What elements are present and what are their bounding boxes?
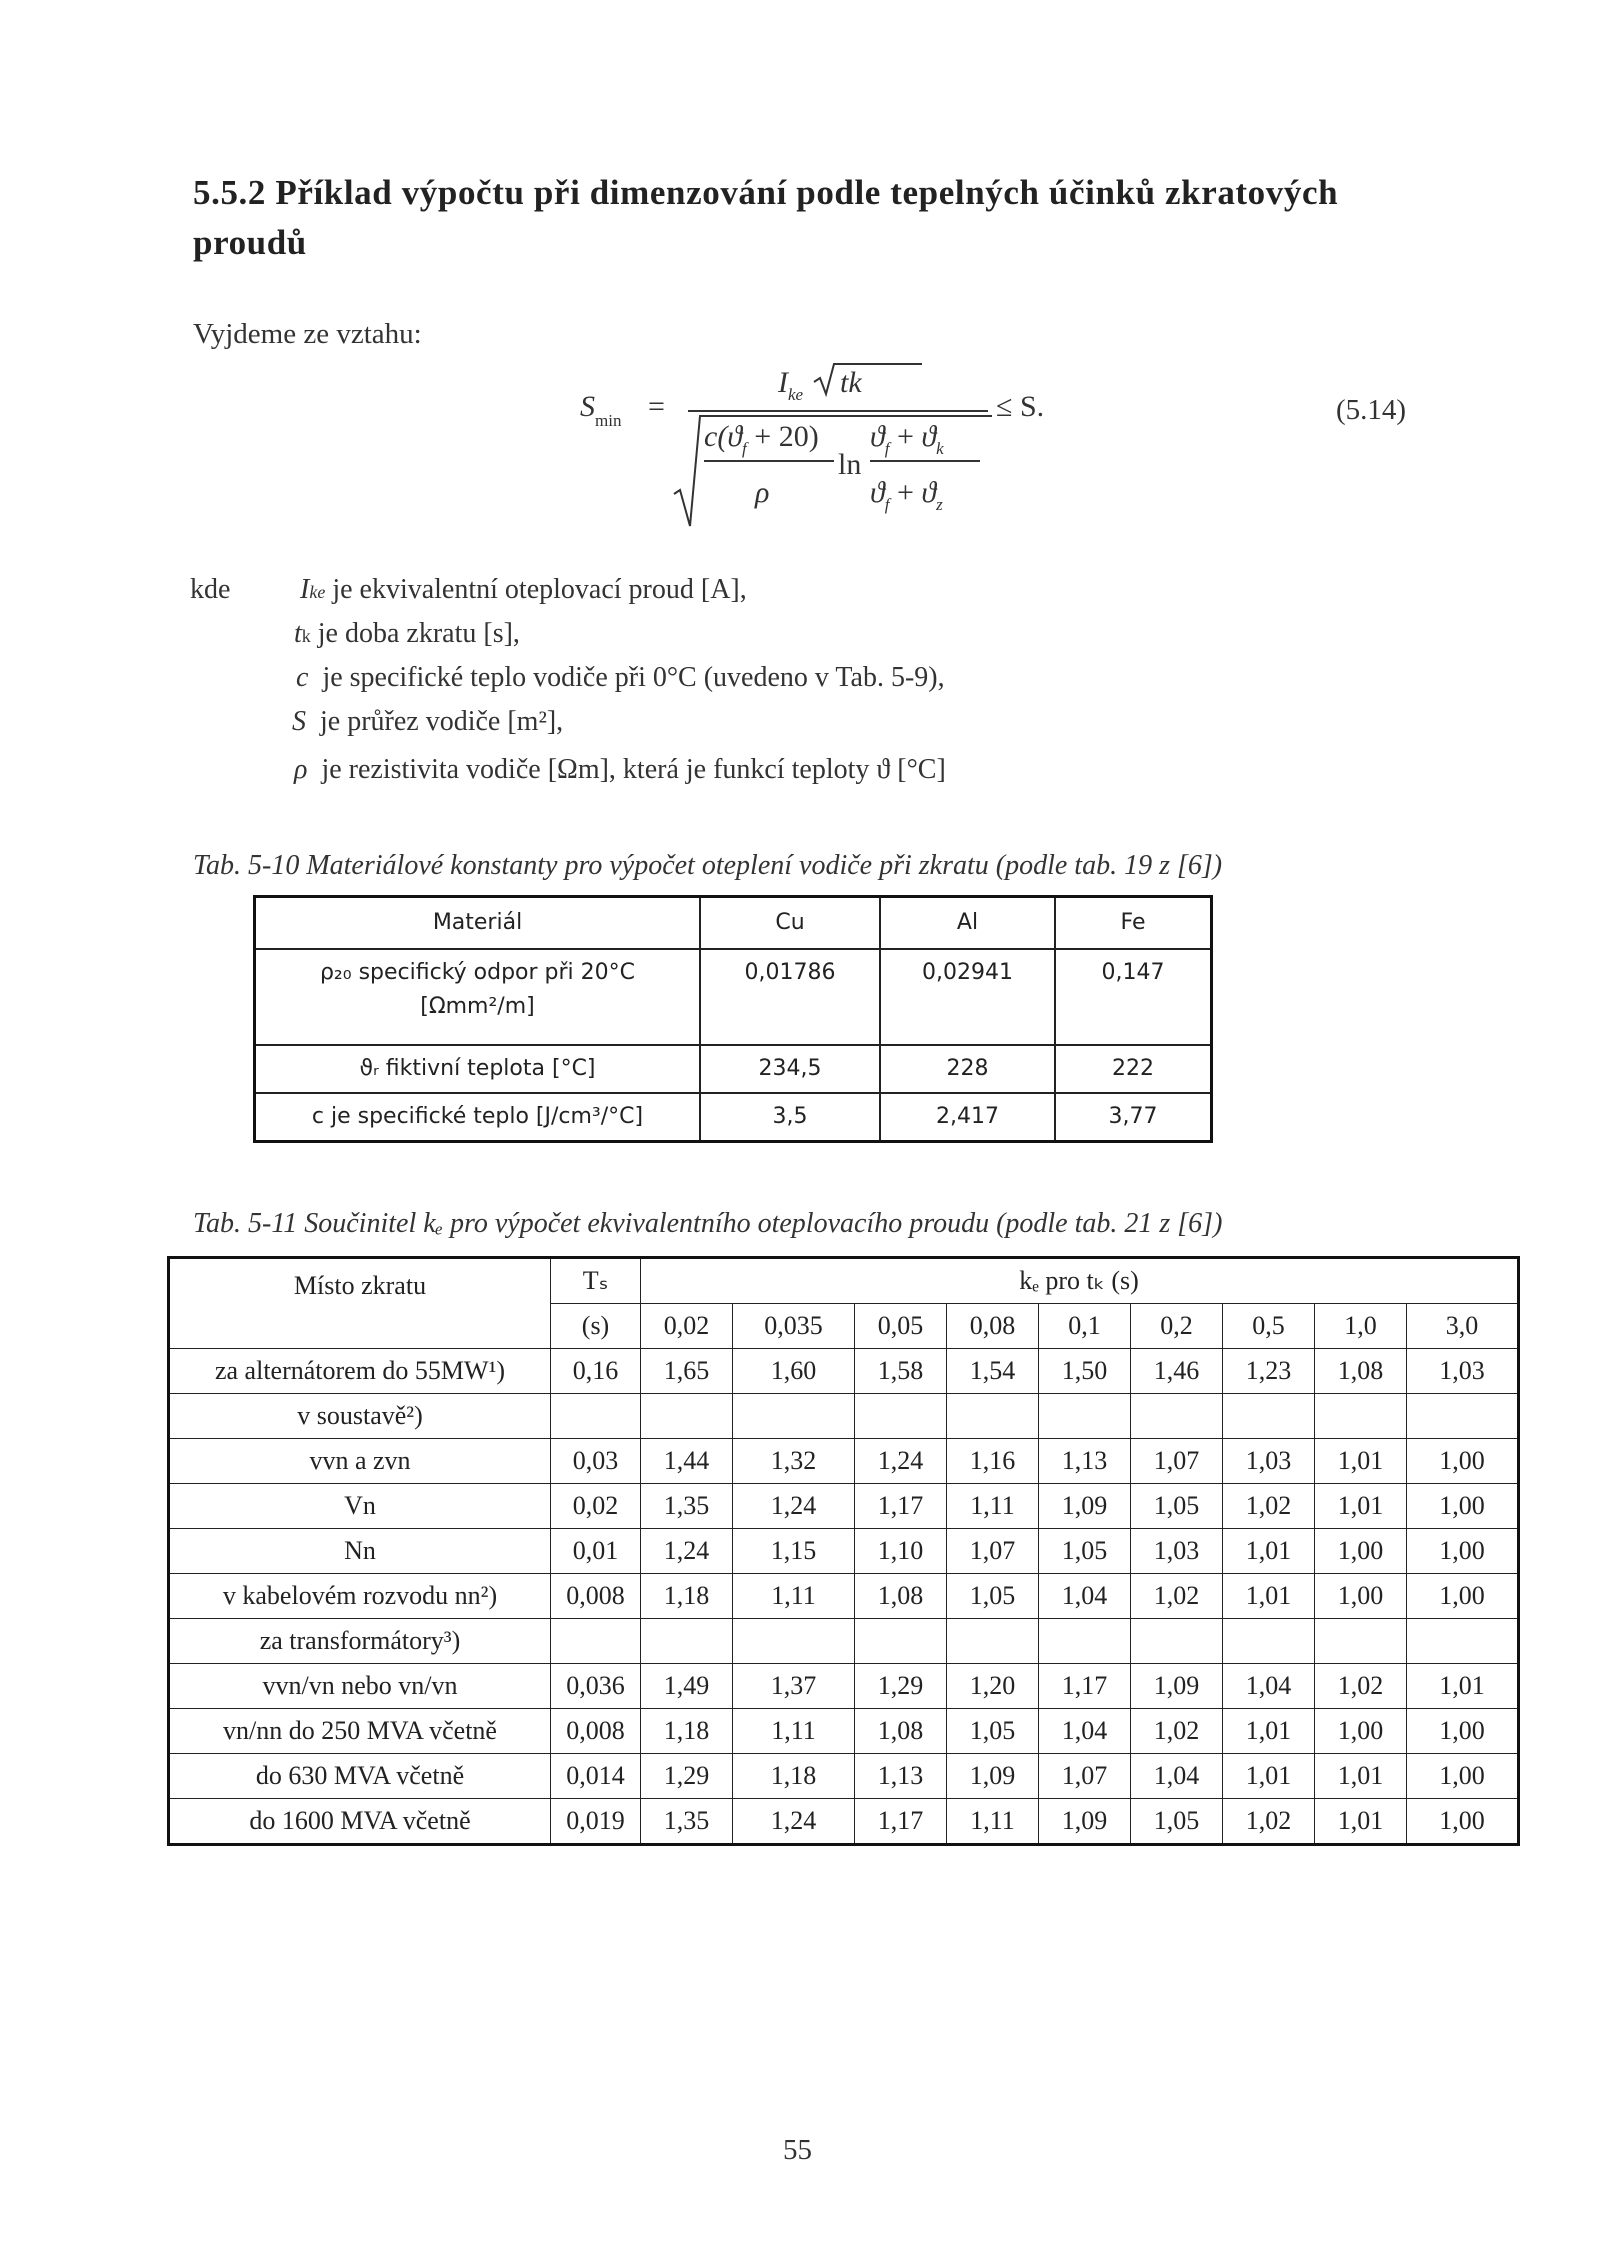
table-cell	[1407, 1394, 1519, 1439]
table-cell: 1,07	[1039, 1754, 1131, 1799]
table-cell: 3,5	[700, 1093, 880, 1142]
row-place: do 1600 MVA včetně	[169, 1799, 551, 1845]
table-cell: 1,37	[733, 1664, 855, 1709]
table-cell: 1,08	[855, 1574, 947, 1619]
equation-number: (5.14)	[1336, 394, 1407, 426]
header-tk-value: 1,0	[1315, 1304, 1407, 1349]
table-cell: 1,11	[947, 1484, 1039, 1529]
table-cell: 1,24	[855, 1439, 947, 1484]
formula-numerator-tk: tk	[840, 366, 862, 399]
formula-c-term: $c(ϑ_f + 20)$	[704, 420, 819, 458]
table-5-10-caption: Tab. 5-10 Materiálové konstanty pro výpočet oteplení vodiče při zkratu (podle tab. 19 z [6])	[193, 850, 1223, 881]
table-cell: 1,11	[733, 1574, 855, 1619]
formula-lhs: $S_{min}$	[580, 390, 622, 430]
row-ts: 0,008	[551, 1574, 641, 1619]
row-ts: 0,019	[551, 1799, 641, 1845]
table-cell: 1,01	[1223, 1529, 1315, 1574]
table-cell: 1,07	[947, 1529, 1039, 1574]
table-cell: 1,02	[1315, 1664, 1407, 1709]
table-cell: 1,00	[1407, 1799, 1519, 1845]
table-cell: 1,24	[733, 1799, 855, 1845]
table-cell: 1,01	[1315, 1439, 1407, 1484]
table-cell: 3,77	[1055, 1093, 1212, 1142]
header-tk-value: 0,02	[641, 1304, 733, 1349]
table-cell: 1,09	[947, 1754, 1039, 1799]
header-tk-value: 0,05	[855, 1304, 947, 1349]
table-cell: 1,50	[1039, 1349, 1131, 1394]
table-cell	[855, 1619, 947, 1664]
row-place: v soustavě²)	[169, 1394, 551, 1439]
table-cell: 1,58	[855, 1349, 947, 1394]
table-cell	[733, 1394, 855, 1439]
row-place: za alternátorem do 55MW¹)	[169, 1349, 551, 1394]
table-cell	[641, 1619, 733, 1664]
table-cell: 1,54	[947, 1349, 1039, 1394]
table-row	[255, 1093, 1212, 1142]
table-cell	[947, 1394, 1039, 1439]
table-cell: 1,29	[641, 1754, 733, 1799]
table-cell	[733, 1619, 855, 1664]
table-cell: 1,13	[855, 1754, 947, 1799]
table-row	[169, 1439, 1519, 1484]
header-tk-value: 0,2	[1131, 1304, 1223, 1349]
table-cell: 228	[880, 1045, 1055, 1093]
table-cell: 1,44	[641, 1439, 733, 1484]
table-cell: 1,00	[1315, 1574, 1407, 1619]
table-cell: 2,417	[880, 1093, 1055, 1142]
header-fe: Fe	[1055, 897, 1212, 950]
table-cell: 1,00	[1315, 1529, 1407, 1574]
formula-ln-denominator: $ϑ_f + ϑ_z$	[870, 476, 943, 514]
table-cell: 1,24	[641, 1529, 733, 1574]
table-cell: 1,00	[1407, 1754, 1519, 1799]
formula-ln: ln	[838, 448, 862, 481]
table-row	[169, 1664, 1519, 1709]
table-cell: 1,16	[947, 1439, 1039, 1484]
sqrt-icon	[812, 360, 932, 400]
table-cell	[1131, 1619, 1223, 1664]
inner-fraction-bar-2	[870, 460, 980, 462]
row-ts	[551, 1619, 641, 1664]
table-cell: 1,65	[641, 1349, 733, 1394]
table-cell: 1,01	[1223, 1709, 1315, 1754]
table-cell: 1,10	[855, 1529, 947, 1574]
table-cell: 1,04	[1223, 1664, 1315, 1709]
header-tk-value: 3,0	[1407, 1304, 1519, 1349]
table-cell	[855, 1394, 947, 1439]
table-header-row	[169, 1258, 1519, 1304]
row-ts: 0,03	[551, 1439, 641, 1484]
table-cell: 1,29	[855, 1664, 947, 1709]
row-place: v kabelovém rozvodu nn²)	[169, 1574, 551, 1619]
table-cell: 1,17	[1039, 1664, 1131, 1709]
table-cell: 1,00	[1407, 1484, 1519, 1529]
definition-Ike: Ike je ekvivalentní oteplovací proud [A],	[300, 574, 747, 605]
table-row	[255, 949, 1212, 1045]
table-cell: 1,03	[1223, 1439, 1315, 1484]
table-row	[169, 1484, 1519, 1529]
table-cell: 1,35	[641, 1484, 733, 1529]
table-cell: 1,32	[733, 1439, 855, 1484]
table-row	[169, 1349, 1519, 1394]
row-label: ρ₂₀ specifický odpor při 20°C [Ωmm²/m]	[255, 949, 701, 1045]
table-cell	[1407, 1619, 1519, 1664]
row-ts: 0,008	[551, 1709, 641, 1754]
table-cell: 1,20	[947, 1664, 1039, 1709]
material-constants-table	[253, 895, 1213, 1143]
table-cell	[1315, 1619, 1407, 1664]
formula-numerator-I: $I_{ke}$	[778, 366, 804, 404]
table-cell: 1,18	[641, 1709, 733, 1754]
header-place: Místo zkratu	[169, 1258, 551, 1349]
table-cell: 1,24	[733, 1484, 855, 1529]
definition-c: c je specifické teplo vodiče při 0°C (uvedeno v Tab. 5-9),	[296, 662, 945, 693]
table-cell: 0,01786	[700, 949, 880, 1045]
table-row	[255, 1045, 1212, 1093]
table-cell: 1,00	[1315, 1709, 1407, 1754]
table-cell: 1,00	[1407, 1439, 1519, 1484]
table-cell: 1,35	[641, 1799, 733, 1845]
row-place: do 630 MVA včetně	[169, 1754, 551, 1799]
table-cell: 1,13	[1039, 1439, 1131, 1484]
row-ts: 0,02	[551, 1484, 641, 1529]
table-row	[169, 1574, 1519, 1619]
table-cell	[1039, 1619, 1131, 1664]
row-place: vvn a zvn	[169, 1439, 551, 1484]
row-ts: 0,014	[551, 1754, 641, 1799]
header-ts: Tₛ	[551, 1258, 641, 1304]
section-heading: 5.5.2 Příklad výpočtu při dimenzování podle tepelných účinků zkratových proudů	[193, 173, 1339, 262]
header-material: Materiál	[255, 897, 701, 950]
table-row	[169, 1394, 1519, 1439]
table-cell: 1,02	[1131, 1709, 1223, 1754]
table-cell	[641, 1394, 733, 1439]
formula-5-14	[570, 368, 1070, 528]
table-cell: 1,01	[1223, 1754, 1315, 1799]
kde-label: kde	[190, 574, 231, 605]
formula-ln-numerator: $ϑ_f + ϑ_k$	[870, 420, 944, 458]
table-cell: 1,04	[1039, 1709, 1131, 1754]
header-al: Al	[880, 897, 1055, 950]
row-place: vvn/vn nebo vn/vn	[169, 1664, 551, 1709]
table-cell	[1315, 1394, 1407, 1439]
row-place: Nn	[169, 1529, 551, 1574]
row-label: c je specifické teplo [J/cm³/°C]	[255, 1093, 701, 1142]
ke-coefficient-table	[167, 1256, 1520, 1846]
table-cell: 1,05	[947, 1709, 1039, 1754]
table-row	[169, 1754, 1519, 1799]
row-place: vn/nn do 250 MVA včetně	[169, 1709, 551, 1754]
row-ts: 0,01	[551, 1529, 641, 1574]
table-cell: 1,01	[1223, 1574, 1315, 1619]
page-number: 55	[783, 2134, 812, 2166]
table-cell: 1,15	[733, 1529, 855, 1574]
intro-text: Vyjdeme ze vztahu:	[193, 318, 422, 350]
table-cell: 1,09	[1131, 1664, 1223, 1709]
table-cell	[947, 1619, 1039, 1664]
table-cell: 1,02	[1223, 1484, 1315, 1529]
inner-fraction-bar-1	[704, 460, 834, 462]
table-cell: 1,02	[1223, 1799, 1315, 1845]
table-cell: 1,60	[733, 1349, 855, 1394]
table-cell: 234,5	[700, 1045, 880, 1093]
table-cell: 1,00	[1407, 1574, 1519, 1619]
table-header-row	[255, 897, 1212, 950]
fraction-bar	[688, 410, 988, 412]
table-cell: 1,46	[1131, 1349, 1223, 1394]
definition-tk: tk je doba zkratu [s],	[294, 618, 520, 649]
table-cell: 1,17	[855, 1484, 947, 1529]
table-cell: 0,147	[1055, 949, 1212, 1045]
header-tk-value: 0,1	[1039, 1304, 1131, 1349]
formula-rho: ρ	[755, 476, 770, 509]
table-row	[169, 1799, 1519, 1845]
table-cell: 1,04	[1039, 1574, 1131, 1619]
row-label: ϑᵣ fiktivní teplota [°C]	[255, 1045, 701, 1093]
definition-rho: ρ je rezistivita vodiče [Ωm], která je funkcí teploty ϑ [°C]	[294, 754, 946, 785]
table-5-11-caption: Tab. 5-11 Součinitel kₑ pro výpočet ekvivalentního oteplovacího proudu (podle tab. 21 z [6])	[193, 1208, 1223, 1239]
table-cell: 1,05	[1131, 1799, 1223, 1845]
table-cell: 1,17	[855, 1799, 947, 1845]
table-cell: 1,08	[855, 1709, 947, 1754]
table-cell	[1223, 1394, 1315, 1439]
table-cell: 1,08	[1315, 1349, 1407, 1394]
table-cell: 1,09	[1039, 1484, 1131, 1529]
table-cell: 1,49	[641, 1664, 733, 1709]
row-place: Vn	[169, 1484, 551, 1529]
table-cell	[1039, 1394, 1131, 1439]
table-row	[169, 1619, 1519, 1664]
definition-S: S je průřez vodiče [m²],	[292, 706, 564, 737]
table-cell	[1131, 1394, 1223, 1439]
table-cell: 1,01	[1315, 1754, 1407, 1799]
table-cell: 222	[1055, 1045, 1212, 1093]
header-tk-value: 0,5	[1223, 1304, 1315, 1349]
table-cell: 1,03	[1131, 1529, 1223, 1574]
table-cell: 1,05	[1131, 1484, 1223, 1529]
table-cell: 1,01	[1315, 1484, 1407, 1529]
table-cell: 1,07	[1131, 1439, 1223, 1484]
table-cell: 1,00	[1407, 1529, 1519, 1574]
table-cell: 1,11	[733, 1709, 855, 1754]
table-cell: 1,02	[1131, 1574, 1223, 1619]
table-cell: 0,02941	[880, 949, 1055, 1045]
row-ts: 0,16	[551, 1349, 641, 1394]
table-cell: 1,00	[1407, 1709, 1519, 1754]
header-ts-unit: (s)	[551, 1304, 641, 1349]
formula-rhs: ≤ S.	[996, 390, 1045, 423]
header-tk-value: 0,035	[733, 1304, 855, 1349]
row-ts	[551, 1394, 641, 1439]
table-row	[169, 1709, 1519, 1754]
header-cu: Cu	[700, 897, 880, 950]
table-cell: 1,05	[947, 1574, 1039, 1619]
table-cell: 1,23	[1223, 1349, 1315, 1394]
header-ke: kₑ pro tₖ (s)	[641, 1258, 1519, 1304]
table-cell: 1,11	[947, 1799, 1039, 1845]
row-ts: 0,036	[551, 1664, 641, 1709]
table-cell: 1,18	[733, 1754, 855, 1799]
table-cell: 1,09	[1039, 1799, 1131, 1845]
table-cell: 1,18	[641, 1574, 733, 1619]
table-row	[169, 1529, 1519, 1574]
table-cell	[1223, 1619, 1315, 1664]
table-cell: 1,03	[1407, 1349, 1519, 1394]
header-tk-value: 0,08	[947, 1304, 1039, 1349]
table-cell: 1,05	[1039, 1529, 1131, 1574]
row-place: za transformátory³)	[169, 1619, 551, 1664]
table-cell: 1,04	[1131, 1754, 1223, 1799]
table-cell: 1,01	[1315, 1799, 1407, 1845]
table-cell: 1,01	[1407, 1664, 1519, 1709]
formula-equals: =	[648, 390, 665, 423]
